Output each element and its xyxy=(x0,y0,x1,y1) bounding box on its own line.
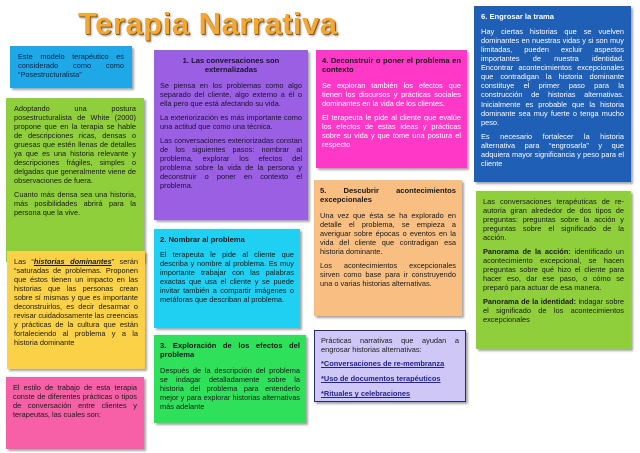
posestructuralista-box xyxy=(6,98,144,262)
externalizadas-text-3: Las conversaciones exteriorizadas constan de los siguientes pasos: nombrar al problema, explorar los efectos del problema sobre la vida de la persona y deconstruir o poner en contexto el problema. xyxy=(160,135,302,190)
historias-dominantes-term: historias dominantes xyxy=(33,257,112,266)
deconstruir-box xyxy=(316,50,467,168)
practica-item[interactable]: *Uso de documentos terapéuticos xyxy=(321,374,441,384)
deconstruir-text-2: El terapeuta le pide al cliente que evalúe los efectos de estas ideas y prácticas sobre su vida y que tome una postura el respecto xyxy=(322,112,461,149)
excepcionales-heading: 5. Descubrir acontecimientos excepcionales xyxy=(320,186,456,205)
panorama-identidad-text: indagar sobre el significado de los acontecimientos excepcionales xyxy=(483,297,624,325)
practicas-intro: Prácticas narrativas que ayudan a engrosar historias alternativas: xyxy=(321,336,459,355)
posestructuralista-text-1: Adoptando una postura posestructuralista de White (2000) propone que en la terapia se hable de descripciones ricas, densas o gruesas que estén llenas de detalles ya que es una historia relevante y descripciones frágiles, simples o delgadas que generalmente viene de observaciones de fuera. xyxy=(14,104,136,186)
practicas-list xyxy=(321,359,459,398)
estilo-box xyxy=(6,377,144,449)
historias-dominantes-text xyxy=(14,257,138,347)
historias-dominantes-box xyxy=(7,251,145,369)
historias-post: ” serán “saturadas de problemas. Proponen que éstos tienen un impacto en las historias que las personas crean sobre sí mismas y que es importante deconstruirlos, es decir desarmar o revisar cuidadosamente las creencias y prácticas de la cultura que están fortaleciendo al problema y a la historia dominante xyxy=(14,257,138,348)
engrosar-text-2: Es necesario fortalecer la historia alternativa para “engrosarla” y que adquiera mayor significancia y peso para el cliente xyxy=(481,131,624,168)
excepcionales-text-1: Una vez que ésta se ha explorado en detalle el problema, se empieza a averiguar sobre épocas o eventos en la vida del cliente que contradigan esa historia dominante. xyxy=(320,210,456,256)
excepcionales-box xyxy=(314,180,462,316)
deconstruir-heading: 4. Deconstruir o poner el problema en contexto xyxy=(322,56,461,75)
practica-item[interactable]: *Conversaciones de re-membranza xyxy=(321,359,445,369)
nombrar-box xyxy=(154,229,300,328)
excepcionales-text-2: Los acontecimientos excepcionales sirven como base para ir construyendo una o varias historias alternativas. xyxy=(320,260,456,288)
intro-box xyxy=(10,46,132,88)
posestructuralista-text-2: Cuanto más densa sea una historia, más posibilidades abrirá para la persona que la vive. xyxy=(14,190,136,218)
conversaciones-box xyxy=(476,191,631,349)
panorama-accion xyxy=(483,247,624,292)
engrosar-box xyxy=(474,6,631,182)
panorama-identidad xyxy=(483,297,624,324)
deconstruir-text-1: Se exploran también los efectos que tienen los discursos y prácticas sociales dominantes en la vida de los clientes. xyxy=(322,80,461,108)
nombrar-text: El terapeuta le pide al cliente que describa y nombre al problema. Es muy importante trabajar con las palabras exactas que usa el cliente y se puede invitar también a compartir imágenes o metáforas que describan al problema. xyxy=(160,250,294,305)
externalizadas-box xyxy=(154,50,308,220)
engrosar-text-1: Hay ciertas historias que se vuelven dominantes en nuestras vidas y si son muy limitadas, pueden excluir aspectos importantes de nuestra identidad. Encontrar acontecimientos excepcionales que contradigan la historia dominante constituye el primer paso para la construcción de historias alternativas. Inicialmente es probable que la historia dominante sea muy fuerte o tenga mucho peso. xyxy=(481,27,624,127)
externalizadas-heading: 1. Las conversaciones son externalizadas xyxy=(182,56,280,75)
efectos-heading: 3. Exploración de los efectos del problema xyxy=(160,341,300,360)
externalizadas-text-1: Se piensa en los problemas como algo separado del cliente, algo externo a él o ella pero que está afectando su vida. xyxy=(160,80,302,108)
externalizadas-text-2: La exteriorización es más importante como una actitud que como una técnica. xyxy=(160,112,302,131)
efectos-text: Después de la descripción del problema se indagar detalladamente sobre la historia del problema para entenderlo mejor y para explorar historias alternativas más adelante xyxy=(160,365,300,411)
panorama-accion-label: Panorama de la acción: xyxy=(483,247,571,257)
estilo-text: El estilo de trabajo de esta terapia conste de diferentes prácticas o tipos de conversación entre clientes y terapeutas, las cuales son: xyxy=(13,383,137,420)
efectos-box xyxy=(154,335,306,423)
practica-item[interactable]: *Rituales y celebraciones xyxy=(321,389,411,399)
panorama-accion-text: identificado un acontecimiento excepcional, se hacen preguntas sobre qué hizo el cliente para hacer eso, dar ese paso, o cómo se preparó para actuar de esa manera. xyxy=(483,247,625,293)
intro-text: Este modelo terapéutico es considerado como como “Posestructuralista” xyxy=(18,52,124,80)
page-title: Terapia Narrativa xyxy=(78,6,338,41)
historias-pre: Las “ xyxy=(14,257,34,266)
practicas-box xyxy=(314,330,466,402)
conversaciones-text: Las conversaciones terapéuticas de re-autoría giran alrededor de dos tipos de preguntas: preguntas sobre la acción y preguntas sobre el significado de la acción. xyxy=(483,197,624,243)
nombrar-heading: 2. Nombrar al problema xyxy=(160,235,245,244)
panorama-identidad-label: Panorama de la identidad: xyxy=(483,297,577,307)
engrosar-heading: 6. Engrosar la trama xyxy=(481,12,555,21)
